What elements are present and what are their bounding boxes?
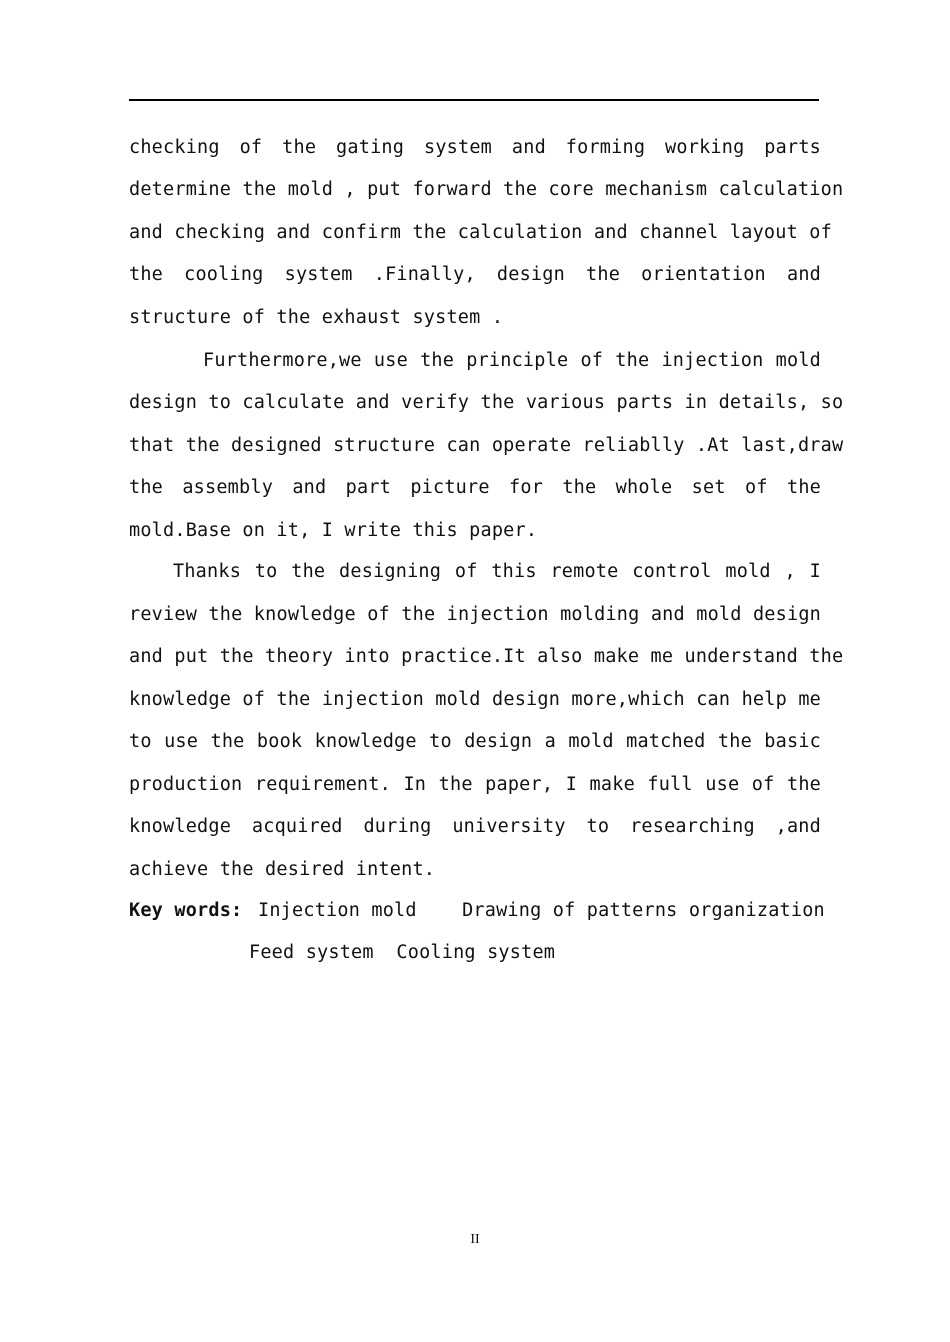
paragraph-1-line-1: checking of the gating system and forming working parts [129, 137, 821, 158]
paragraph-3-line-5: to use the book knowledge to design a mold matched the basic [129, 731, 821, 752]
paragraph-2-line-1: Furthermore,we use the principle of the injection mold [203, 350, 821, 371]
paragraph-3-line-6: production requirement. In the paper, I make full use of the [129, 774, 821, 795]
header-rule [129, 99, 819, 101]
page-number: II [470, 1232, 480, 1247]
paragraph-2-line-5: mold.Base on it, I write this paper. [129, 520, 538, 541]
paragraph-1-line-2: determine the mold , put forward the core mechanism calculation [129, 179, 844, 200]
paragraph-1-line-4: the cooling system .Finally, design the orientation and [129, 264, 821, 285]
paragraph-1-line-3: and checking and confirm the calculation and channel layout of [129, 222, 832, 243]
paragraph-3-line-3: and put the theory into practice.It also make me understand the [129, 646, 844, 667]
paragraph-3-line-4: knowledge of the injection mold design more,which can help me [129, 689, 821, 710]
paragraph-2-line-3: that the designed structure can operate reliablly .At last,draw [129, 435, 844, 456]
paragraph-3-line-2: review the knowledge of the injection molding and mold design [129, 604, 821, 625]
keywords-line-2: Feed system Cooling system [249, 942, 556, 963]
paragraph-3-line-8: achieve the desired intent. [129, 859, 436, 880]
keywords-label: Key words: [129, 900, 243, 921]
paragraph-3-line-7: knowledge acquired during university to researching ,and [129, 816, 821, 837]
paragraph-1-line-5: structure of the exhaust system . [129, 307, 504, 328]
paragraph-3-line-1: Thanks to the designing of this remote control mold , I [173, 561, 821, 582]
keywords-line-1: Injection mold Drawing of patterns organization [258, 900, 825, 921]
paragraph-2-line-4: the assembly and part picture for the whole set of the [129, 477, 821, 498]
paragraph-2-line-2: design to calculate and verify the various parts in details, so [129, 392, 844, 413]
